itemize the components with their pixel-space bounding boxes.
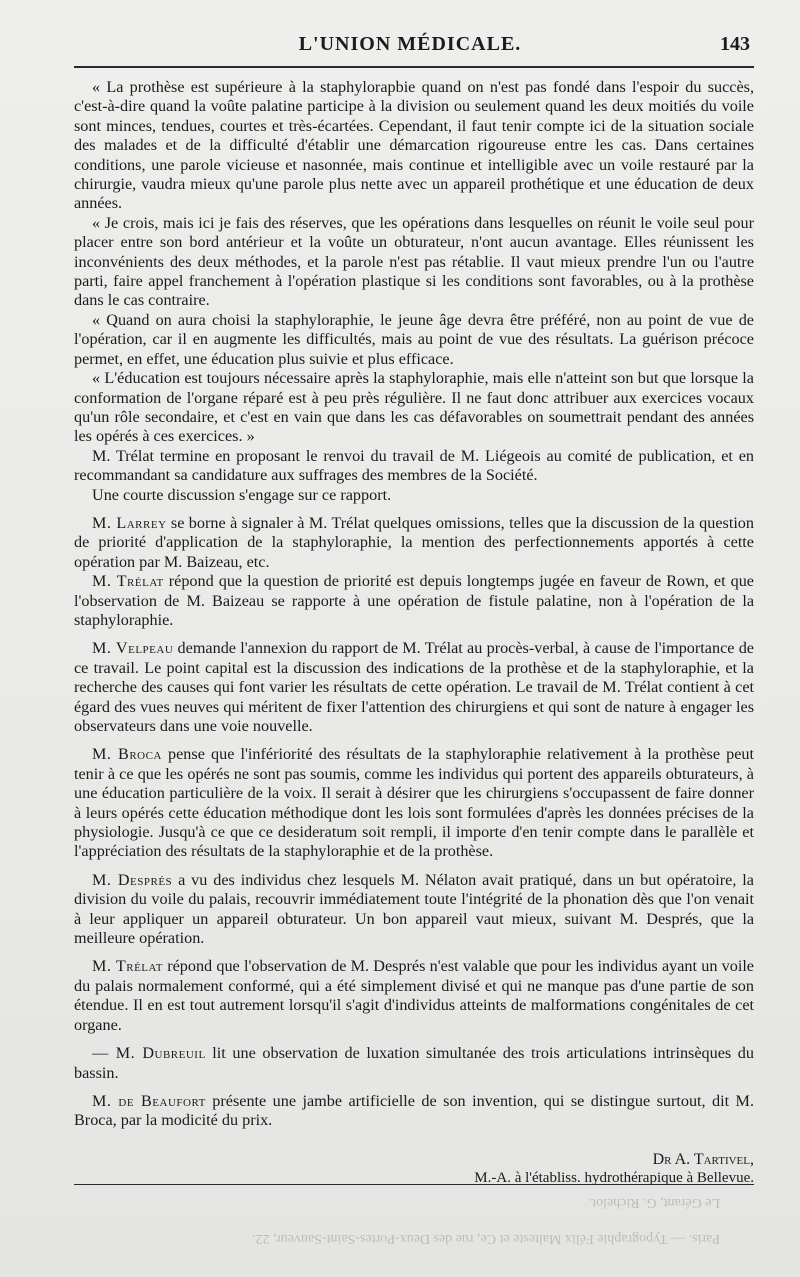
speaker-name: M. Larrey [92,513,167,532]
speech-text: demande l'annexion du rapport de M. Trélat au procès-verbal, à cause de l'importance de ce travail. Le point capital est la discussion des indications de la prothèse et de la staphyloraphie, et la recherche des causes qui font varier les résultats de cette opération. Le travail de M. Trélat contient à cet égard des vues neuves qui méritent de fixer l'attention des chirurgiens et qui sont de nature à engager les observateurs dans une voie nouvelle. [74,639,754,735]
paragraph: « Je crois, mais ici je fais des réserves, que les opérations dans lesquelles on réunit le voile seul pour placer entre son bord antérieur et la voûte un obturateur, n'ont aucun avantage. Elles réunissent les inconvénients des deux méthodes, et la parole n'est pas rétablie. Il vaut mieux prendre l'un ou l'autre parti, faire appel franchement à l'opération plastique si les conditions sont favorables, ou à la prothèse dans le cas contraire. [74,213,754,310]
article-body [74,78,754,1131]
speech-text: pense que l'infériorité des résultats de la staphyloraphie relativement à la prothèse peut tenir à ce que les opérés ne sont pas soumis, comme les individus qui portent des appareils obturateurs, à une éducation particulière de la voix. Il serait à désirer que les chirurgiens s'occupassent de faire donner à leurs opérés cette éducation méthodique dont les lois sont formulées d'après les données précises de la physiologie. Jusqu'à ce que ce desideratum soit rempli, il importe d'en tenir compte dans le parallèle et l'appréciation des résultats de la staphyloraphie et de la prothèse. [74,745,754,861]
speech-text: a vu des individus chez lesquels M. Nélaton avait pratiqué, dans un but opératoire, la division du voile du palais, recouvrir immédiatement toute l'intégrité de la phonation dès que l'on venait à leur appliquer un appareil obturateur. Un bon appareil vaut mieux, suivant M. Després, que la meilleure opération. [74,870,754,948]
speech-text: lit une observation de luxation simultanée des trois articulations intrinsèques du bassin. [74,1044,754,1082]
paragraph: Une courte discussion s'engage sur ce rapport. [92,485,392,504]
speech-dubreuil [74,1044,754,1083]
bleed-through-text: Paris. — Typographie Félix Malteste et Ce, rue des Deux-Portes-Saint-Sauveur, 22. [252,1231,720,1246]
author-affiliation: M.-A. à l'établiss. hydrothérapique à Bellevue. [474,1170,754,1186]
running-title: L'UNION MÉDICALE. [298,33,522,55]
speech-text: présente une jambe artificielle de son invention, qui se distingue surtout, dit M. Broca, par la modicité du prix. [74,1091,754,1130]
paragraph: « La prothèse est supérieure à la staphylorapbie quand on n'est pas fondé dans l'espoir du succès, c'est-à-dire quand la voûte palatine participe à la division ou seulement quand les deux moitiés du voile sont minces, tendues, courtes et très-écartées. Cependant, il faut tenir compte ici de la situation sociale des malades et de la difficulté d'établir une démarcation rigoureuse entre les cas. Dans certaines conditions, une parole vicieuse et nasonnée, mais continue et intelligible avec un voile restauré par la chirurgie, vaudra mieux qu'une parole plus nette avec un appareil prothétique et une éducation de deux années. [74,78,754,213]
paragraph: « L'éducation est toujours nécessaire après la staphyloraphie, mais elle n'atteint son but que lorsque la conformation de l'organe réparé est à peu près régulière. Il ne faut donc attribuer aux exercices vocaux qu'un rôle secondaire, et c'est en vain que dans les cas défavorables on soumettrait pendant des années les opérés à ces exercices. » [74,369,754,446]
speaker-name: M. de Beaufort [92,1091,206,1110]
page-number: 143 [720,33,750,55]
speaker-name: M. Trélat [92,957,163,976]
speech-broca [74,745,754,861]
speaker-name: M. Broca [92,745,162,764]
signature-block [474,1150,754,1188]
header-rule [74,66,754,68]
speech-beaufort [74,1092,754,1131]
speech-larrey [74,514,754,572]
footer-rule [74,1184,754,1185]
speech-trelat-reply [74,957,754,1035]
paragraph: M. Trélat termine en proposant le renvoi du travail de M. Liégeois au comité de publication, et en recommandant sa candidature aux suffrages des membres de la Société. [74,446,754,485]
speech-text: se borne à signaler à M. Trélat quelques omissions, telles que la discussion de la question de priorité d'application de la staphyloraphie, la mention des perfectionnements apportés à cette opération par M. Baizeau, etc. [74,513,754,571]
speech-text: répond que l'observation de M. Després n'est valable que pour les individus ayant un voile du palais normalement conformé, qui a été simplement divisé et qui ne manque pas d'une partie de son étendue. Il en est tout autrement lorsqu'il s'agit d'individus atteints de malformations congénitales de cet organe. [74,957,754,1034]
paragraph: « Quand on aura choisi la staphyloraphie, le jeune âge devra être préféré, non au point de vue de l'opération, car il en augmente les difficultés, mais au point de vue des résultats. La guérison précoce permet, en effet, une éducation plus suivie et plus efficace. [74,310,754,368]
speaker-name: M. Trélat [92,572,164,591]
speaker-name: M. Velpeau [92,639,174,658]
page-header [70,30,750,64]
speaker-name: — M. Dubreuil [92,1044,206,1063]
bleed-through-text: Le Gérant, G. Richelot. [588,1195,720,1210]
speech-text: répond que la question de priorité est depuis longtemps jugée en faveur de Rown, et que l'observation de M. Baizeau se rapporte à une opération de fistule palatine, non à l'opération de la staphyloraphie. [74,572,754,629]
speech-velpeau [74,639,754,736]
speech-trelat [74,572,754,630]
author-name: Dr A. Tartivel, [652,1151,754,1168]
speech-despres [74,871,754,949]
speaker-name: M. Després [92,870,173,889]
